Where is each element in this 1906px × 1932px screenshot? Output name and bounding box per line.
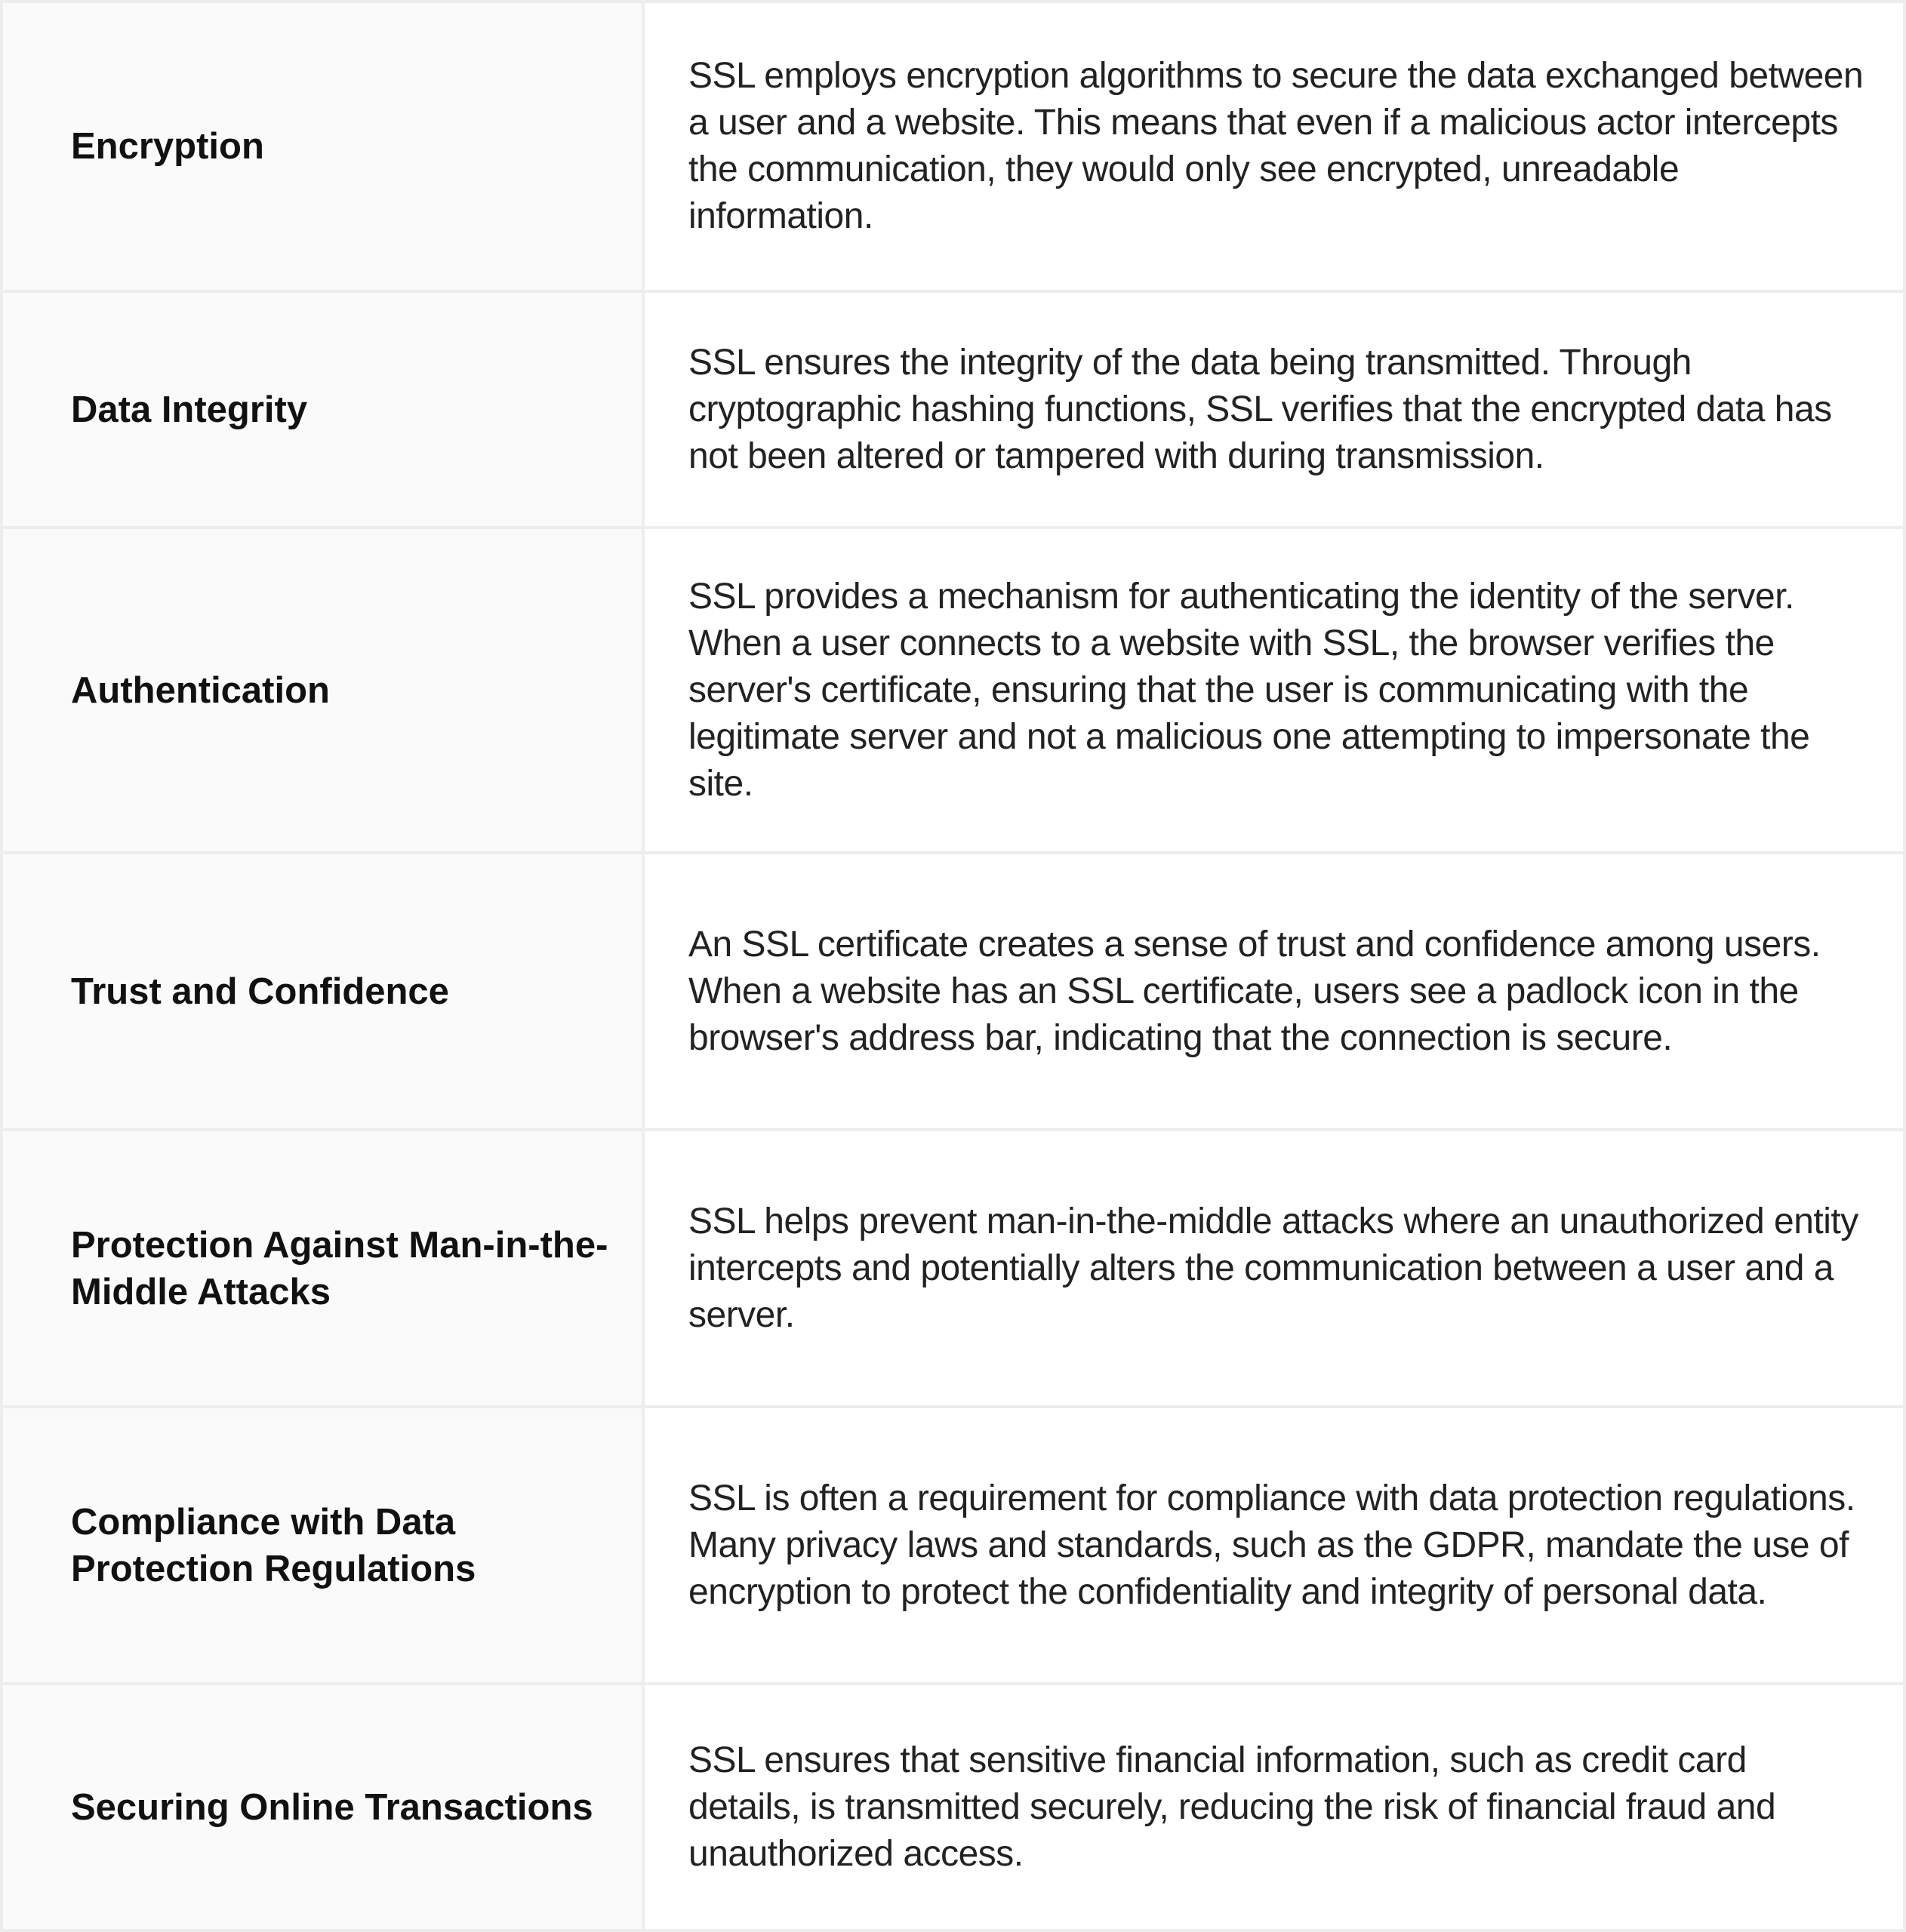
table-row bbox=[2, 1407, 1904, 1684]
table-row bbox=[2, 853, 1904, 1130]
description-cell: SSL ensures that sensitive financial information, such as credit card details, is transmitted securely, reducing the risk of financial fraud and unauthorized access. bbox=[643, 1684, 1904, 1930]
term-cell: Compliance with Data Protection Regulations bbox=[2, 1407, 643, 1684]
term-cell: Authentication bbox=[2, 528, 643, 853]
table-row bbox=[2, 528, 1904, 853]
term-cell: Protection Against Man-in-the-Middle Attacks bbox=[2, 1130, 643, 1407]
description-cell: SSL is often a requirement for compliance with data protection regulations. Many privacy laws and standards, such as the GDPR, mandate the use of encryption to protect the confidentiality and integrity of personal data. bbox=[643, 1407, 1904, 1684]
description-cell: An SSL certificate creates a sense of trust and confidence among users. When a website has an SSL certificate, users see a padlock icon in the browser's address bar, indicating that the connection is secure. bbox=[643, 853, 1904, 1130]
table-row bbox=[2, 1684, 1904, 1930]
term-cell: Encryption bbox=[2, 2, 643, 291]
term-cell: Trust and Confidence bbox=[2, 853, 643, 1130]
description-cell: SSL employs encryption algorithms to secure the data exchanged between a user and a website. This means that even if a malicious actor intercepts the communication, they would only see encrypted, unreadable information. bbox=[643, 2, 1904, 291]
term-cell: Securing Online Transactions bbox=[2, 1684, 643, 1930]
description-cell: SSL provides a mechanism for authenticating the identity of the server. When a user connects to a website with SSL, the browser verifies the server's certificate, ensuring that the user is communicating with the legitimate server and not a malicious one attempting to impersonate the site. bbox=[643, 528, 1904, 853]
term-cell: Data Integrity bbox=[2, 291, 643, 528]
description-cell: SSL helps prevent man-in-the-middle attacks where an unauthorized entity intercepts and potentially alters the communication between a user and a server. bbox=[643, 1130, 1904, 1407]
table-row bbox=[2, 2, 1904, 291]
description-cell: SSL ensures the integrity of the data being transmitted. Through cryptographic hashing functions, SSL verifies that the encrypted data has not been altered or tampered with during transmission. bbox=[643, 291, 1904, 528]
table-row bbox=[2, 291, 1904, 528]
table-row bbox=[2, 1130, 1904, 1407]
